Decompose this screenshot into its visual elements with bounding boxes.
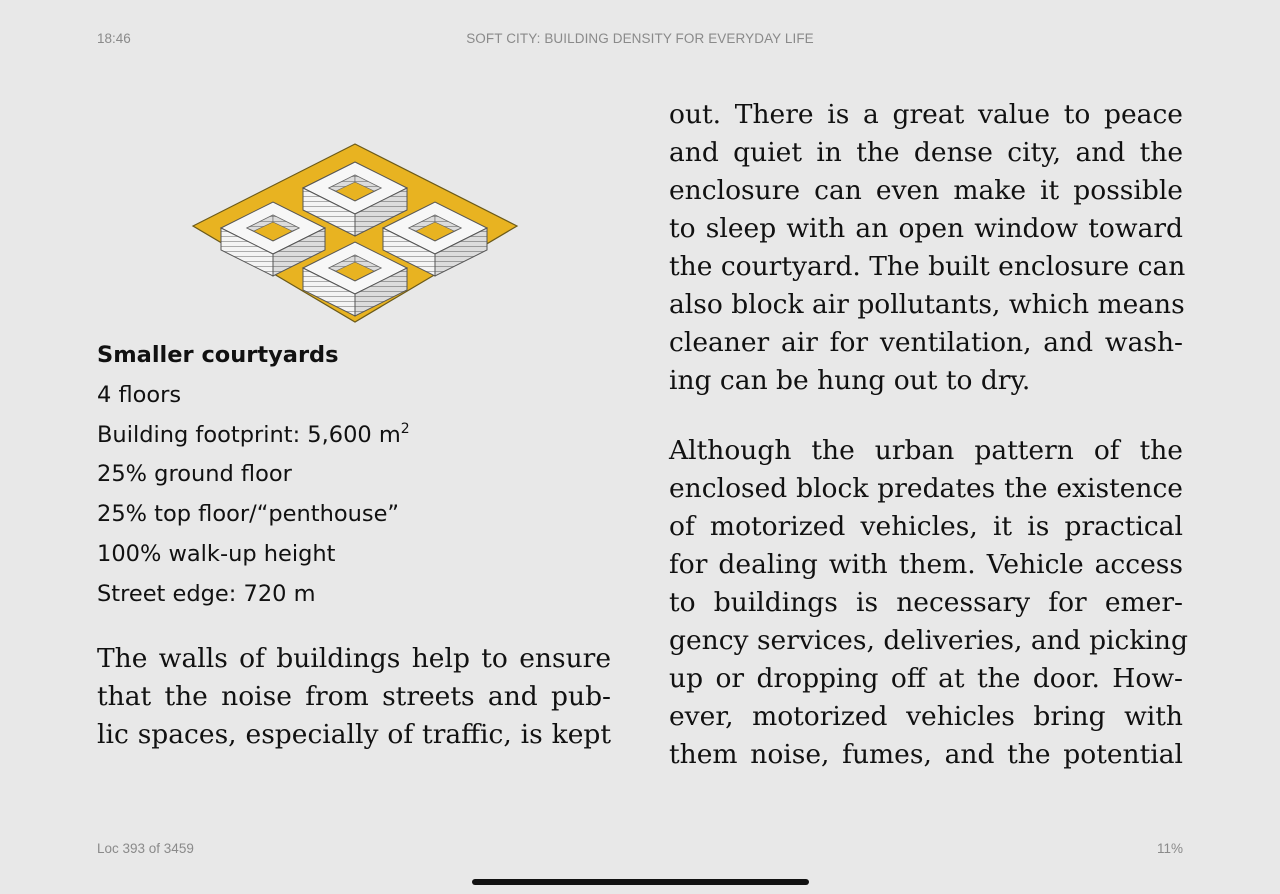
caption-footprint-sup: 2 <box>400 420 410 437</box>
figure-caption <box>97 336 617 615</box>
text-line: enclosure can even make it possible <box>669 175 1183 206</box>
text-line: The walls of buildings help to ensure <box>97 643 611 674</box>
left-column-paragraph <box>97 640 611 754</box>
text-line: to sleep with an open window toward <box>669 213 1183 244</box>
text-line: and quiet in the dense city, and the <box>669 137 1183 168</box>
right-column-paragraph-2 <box>669 432 1188 774</box>
courtyard-blocks-illustration <box>185 118 525 333</box>
text-line: ing can be hung out to dry. <box>669 365 1031 396</box>
caption-ground-floor: 25% ground floor <box>97 461 292 488</box>
caption-walkup: 100% walk-up height <box>97 540 336 567</box>
clock-time: 18:46 <box>97 31 131 46</box>
text-line: of motorized vehicles, it is practical <box>669 511 1183 542</box>
text-line: enclosed block predates the existence <box>669 473 1183 504</box>
home-indicator-bar[interactable] <box>472 879 809 885</box>
text-line: Although the urban pattern of the <box>669 435 1183 466</box>
caption-title: Smaller courtyards <box>97 342 339 368</box>
right-column-paragraph-1 <box>669 96 1186 400</box>
caption-footprint <box>97 416 617 456</box>
text-line: that the noise from streets and pub- <box>97 681 611 712</box>
text-line: cleaner air for ventilation, and wash- <box>669 327 1183 358</box>
caption-floors: 4 floors <box>97 381 182 408</box>
progress-percent[interactable]: 11% <box>1156 841 1183 856</box>
text-line: also block air pollutants, which means <box>669 289 1185 320</box>
book-title-header: SOFT CITY: BUILDING DENSITY FOR EVERYDAY LIFE <box>466 31 814 46</box>
text-line: lic spaces, especially of traffic, is kept <box>97 719 611 750</box>
text-line: them noise, fumes, and the potential <box>669 739 1183 770</box>
text-line: out. There is a great value to peace <box>669 99 1183 130</box>
caption-top-floor: 25% top floor/“penthouse” <box>97 501 400 528</box>
text-line: for dealing with them. Vehicle access <box>669 549 1183 580</box>
text-line: the courtyard. The built enclosure can <box>669 251 1186 282</box>
caption-footprint-text: Building footprint: 5,600 m <box>97 421 401 448</box>
text-line: up or dropping off at the door. How- <box>669 663 1183 694</box>
text-line: gency services, deliveries, and picking <box>669 625 1188 656</box>
text-line: ever, motorized vehicles bring with <box>669 701 1183 732</box>
caption-street-edge: Street edge: 720 m <box>97 580 316 607</box>
text-line: to buildings is necessary for emer- <box>669 587 1183 618</box>
location-indicator[interactable]: Loc 393 of 3459 <box>97 841 194 856</box>
